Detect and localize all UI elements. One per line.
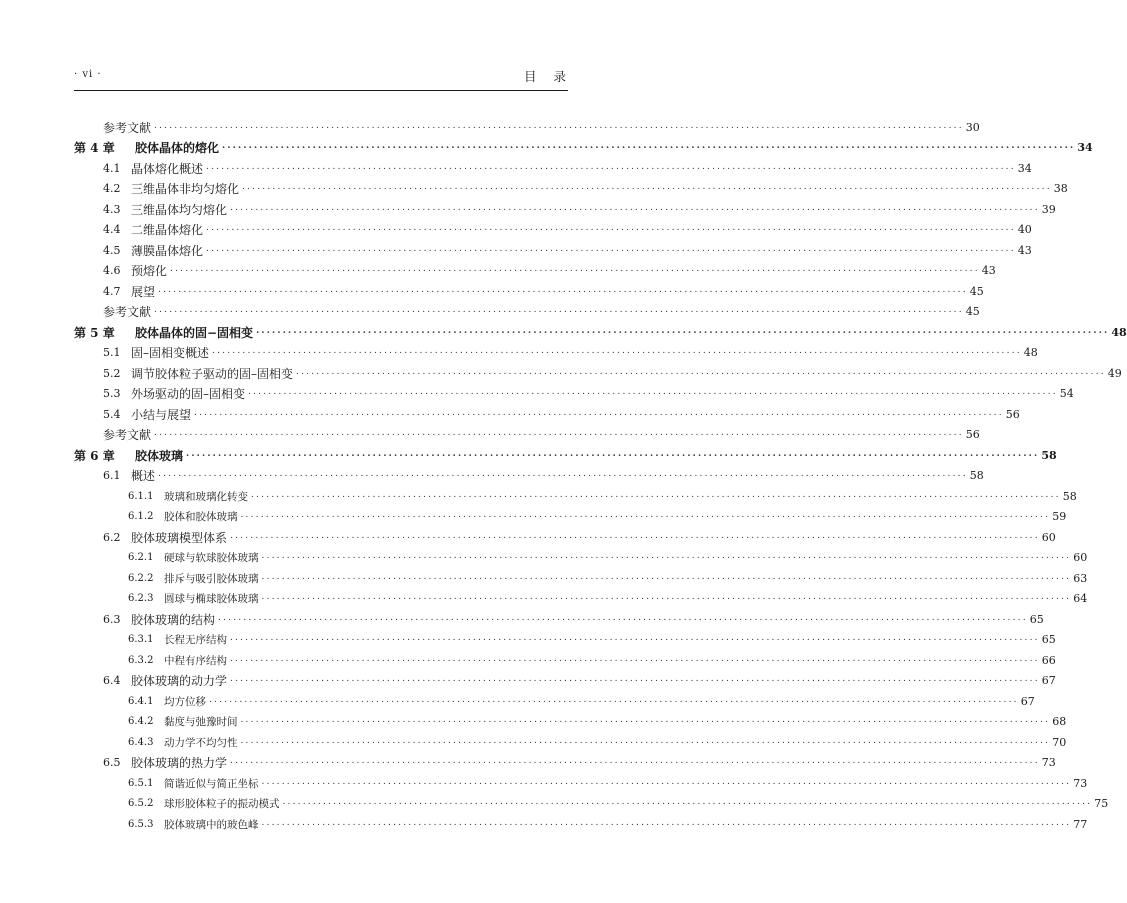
toc-entry-page: 58 [969,469,984,482]
toc-entry-chapter [74,319,1127,340]
toc-entry-ref [74,299,980,320]
toc-entry-number: 6.4 [103,674,121,687]
dot-leader: ................................................................................................................................................................ [230,674,1040,684]
dot-leader: ................................................................................................................................................................ [230,202,1040,213]
dot-leader: ................................................................................................................................................................ [209,694,1019,705]
dot-leader: ................................................................................................................................................................ [212,346,1022,356]
toc-entry-page: 73 [1041,756,1056,769]
toc-entry-number: 6.1.1 [128,490,154,502]
dot-leader: ................................................................................................................................................................ [218,612,1028,623]
toc-entry-page: 43 [981,264,996,277]
toc-entry-page: 49 [1107,366,1122,380]
toc-entry-sub [74,586,1088,607]
toc-entry-page: 65 [1041,633,1056,646]
toc-entry-page: 40 [1017,223,1032,236]
toc-entry-number: 5.1 [103,346,121,359]
dot-leader: ................................................................................................................................................................ [242,182,1052,192]
toc-entry-page: 34 [1017,161,1032,175]
toc-entry-section [74,381,1074,402]
toc-entry-title: 球形胶体粒子的振动模式 [164,798,280,810]
table-of-contents [74,114,1127,832]
toc-entry-title: 圆球与椭球胶体玻璃 [164,593,259,605]
header-rule [74,90,568,91]
toc-entry-number: 6.2 [103,530,121,544]
dot-leader: ................................................................................................................................................................ [170,264,980,274]
toc-entry-title: 胶体玻璃模型体系 [131,530,228,545]
toc-entry-page: 59 [1052,510,1067,523]
toc-entry-page: 54 [1059,387,1074,400]
toc-entry-number: 第 5 章 [74,325,115,340]
dot-leader: ................................................................................................................................................................ [248,387,1058,397]
toc-entry-number: 第 4 章 [74,141,115,155]
dot-leader: ................................................................................................................................................................ [158,284,968,295]
toc-entry-number: 4.7 [103,284,121,298]
dot-leader: ................................................................................................................................................................ [240,715,1051,725]
toc-entry-section [74,176,1068,197]
toc-entry-title: 排斥与吸引胶体玻璃 [164,572,259,585]
toc-entry-number: 5.4 [103,407,121,421]
toc-entry-section [74,340,1038,361]
toc-entry-number: 4.6 [103,264,121,277]
toc-entry-page: 45 [969,284,984,298]
toc-entry-title: 胶体玻璃的结构 [131,612,216,627]
toc-entry-title: 简谐近似与简正坐标 [164,777,259,790]
toc-entry-title: 参考文献 [103,120,152,135]
page-number: · vi · [74,69,102,80]
toc-entry-sub [74,647,1056,668]
toc-entry-section [74,750,1056,771]
toc-entry-title: 均方位移 [164,695,206,708]
dot-leader: ................................................................................................................................................................ [261,776,1072,787]
toc-entry-title: 胶体玻璃的热力学 [131,756,228,770]
dot-leader: ................................................................................................................................................................ [206,243,1016,254]
toc-entry-title: 薄膜晶体熔化 [131,243,204,258]
toc-entry-title: 黏度与弛豫时间 [164,716,238,728]
toc-entry-number: 6.2.2 [128,572,154,584]
dot-leader: ................................................................................................................................................................ [154,120,964,131]
toc-entry-page: 75 [1094,797,1109,810]
toc-entry-page: 64 [1073,592,1088,605]
dot-leader: ................................................................................................................................................................ [251,489,1061,500]
dot-leader: ................................................................................................................................................................ [261,551,1072,561]
toc-entry-title: 胶体玻璃中的玻色峰 [164,818,259,831]
toc-entry-title: 外场驱动的固–固相变 [131,387,246,401]
toc-entry-page: 43 [1017,243,1032,257]
toc-entry-sub [74,791,1109,812]
toc-entry-page: 58 [1062,489,1077,503]
dot-leader: ................................................................................................................................................................ [206,161,1016,172]
toc-entry-number: 4.3 [103,202,121,216]
toc-entry-page: 66 [1041,653,1056,667]
toc-entry-section [74,606,1044,627]
dot-leader: ................................................................................................................................................................ [154,305,964,315]
dot-leader: ................................................................................................................................................................ [296,366,1106,377]
dot-leader: ................................................................................................................................................................ [261,571,1072,582]
toc-entry-title: 参考文献 [103,305,152,319]
toc-entry-page: 77 [1073,817,1088,831]
dot-leader: ................................................................................................................................................................ [154,428,964,438]
toc-entry-page: 65 [1029,612,1044,626]
toc-entry-number: 6.5.2 [128,798,154,809]
dot-leader: ................................................................................................................................................................ [282,797,1093,807]
toc-entry-page: 39 [1041,202,1056,216]
toc-entry-number: 6.5 [103,756,121,769]
toc-entry-title: 玻璃和玻璃化转变 [164,490,248,503]
dot-leader: ................................................................................................................................................................ [186,448,1040,459]
toc-entry-page: 73 [1073,776,1088,790]
toc-entry-page: 48 [1023,346,1038,359]
toc-entry-title: 概述 [131,469,156,483]
dot-leader: ................................................................................................................................................................ [240,510,1051,520]
toc-entry-title: 参考文献 [103,428,152,442]
toc-entry-title: 胶体晶体的熔化 [135,141,220,155]
toc-entry-number: 6.5.1 [128,777,154,789]
dot-leader: ................................................................................................................................................................ [230,633,1040,643]
toc-entry-section [74,258,996,279]
toc-entry-sub [74,483,1077,504]
toc-entry-page: 48 [1111,325,1127,339]
dot-leader: ................................................................................................................................................................ [206,223,1016,233]
toc-entry-page: 67 [1020,694,1035,708]
toc-entry-page: 30 [965,120,980,134]
toc-entry-sub [74,709,1067,730]
toc-entry-number: 4.2 [103,182,121,195]
dot-leader: ................................................................................................................................................................ [240,735,1051,746]
toc-entry-sub [74,688,1035,709]
toc-entry-number: 6.4.3 [128,736,154,748]
toc-entry-section [74,196,1056,217]
toc-entry-number: 6.1 [103,469,121,482]
toc-entry-title: 胶体和胶体玻璃 [164,511,238,523]
toc-entry-page: 63 [1073,571,1088,585]
dot-leader: ................................................................................................................................................................ [230,530,1040,541]
toc-entry-number: 5.2 [103,366,121,380]
dot-leader: ................................................................................................................................................................ [261,817,1072,828]
toc-entry-section [74,401,1020,422]
toc-entry-chapter [74,442,1057,463]
toc-entry-section [74,360,1122,381]
toc-entry-section [74,668,1056,689]
dot-leader: ................................................................................................................................................................ [158,469,968,479]
toc-entry-number: 6.4.2 [128,716,154,727]
toc-entry-page: 38 [1053,182,1068,195]
toc-entry-page: 56 [965,428,980,441]
toc-entry-chapter [74,135,1093,156]
toc-entry-number: 6.3.1 [128,634,154,645]
toc-entry-section [74,278,984,299]
toc-entry-title: 调节胶体粒子驱动的固–固相变 [131,366,294,381]
toc-entry-title: 硬球与软球胶体玻璃 [164,552,259,564]
toc-entry-title: 胶体晶体的固−固相变 [135,325,254,340]
toc-entry-page: 34 [1077,141,1093,154]
toc-entry-title: 动力学不均匀性 [164,736,238,749]
toc-entry-title: 固–固相变概述 [131,346,210,360]
toc-entry-number: 6.1.2 [128,511,154,522]
toc-entry-section [74,155,1032,176]
toc-entry-title: 长程无序结构 [164,634,227,646]
toc-entry-number: 6.2.3 [128,593,154,604]
dot-leader: ................................................................................................................................................................ [222,141,1076,151]
toc-entry-number: 第 6 章 [74,448,115,463]
toc-entry-title: 展望 [131,284,156,299]
toc-entry-page: 70 [1052,735,1067,749]
toc-entry-sub [74,565,1088,586]
toc-entry-sub [74,545,1088,566]
toc-entry-page: 58 [1041,448,1057,462]
toc-entry-page: 56 [1005,407,1020,421]
toc-entry-section [74,237,1032,258]
toc-entry-number: 5.3 [103,387,121,400]
toc-entry-number: 6.3 [103,612,121,626]
toc-entry-sub [74,811,1088,832]
toc-entry-number: 6.3.2 [128,654,154,666]
toc-entry-sub [74,729,1067,750]
dot-leader: ................................................................................................................................................................ [194,407,1004,418]
toc-entry-page: 60 [1041,530,1056,544]
toc-entry-ref [74,422,980,443]
toc-entry-section [74,217,1032,238]
dot-leader: ................................................................................................................................................................ [261,592,1072,602]
toc-entry-title: 胶体玻璃的动力学 [131,674,228,688]
toc-entry-page: 67 [1041,674,1056,687]
toc-entry-page: 68 [1052,715,1067,728]
toc-entry-sub [74,504,1067,525]
toc-entry-section [74,463,984,484]
toc-entry-number: 4.4 [103,223,121,236]
toc-entry-title: 小结与展望 [131,407,192,422]
toc-entry-title: 预熔化 [131,264,168,278]
toc-entry-title: 胶体玻璃 [135,448,184,463]
toc-entry-sub [74,770,1088,791]
toc-entry-title: 二维晶体熔化 [131,223,204,237]
dot-leader: ................................................................................................................................................................ [230,653,1040,664]
toc-entry-page: 60 [1073,551,1088,564]
toc-entry-title: 三维晶体均匀熔化 [131,202,228,217]
toc-entry-number: 6.4.1 [128,695,154,707]
toc-entry-title: 晶体熔化概述 [131,161,204,176]
toc-entry-title: 中程有序结构 [164,654,227,667]
toc-entry-section [74,524,1056,545]
dot-leader: ................................................................................................................................................................ [256,325,1110,336]
toc-entry-page: 45 [965,305,980,318]
toc-entry-number: 6.5.3 [128,818,154,830]
toc-entry-sub [74,627,1056,648]
running-title: 目录 [523,69,583,84]
toc-entry-ref [74,114,980,135]
toc-entry-number: 6.2.1 [128,552,154,563]
page-header [74,66,583,86]
dot-leader: ................................................................................................................................................................ [230,756,1040,766]
toc-entry-title: 三维晶体非均匀熔化 [131,182,240,196]
toc-entry-number: 4.5 [103,243,121,257]
toc-entry-number: 4.1 [103,161,121,175]
